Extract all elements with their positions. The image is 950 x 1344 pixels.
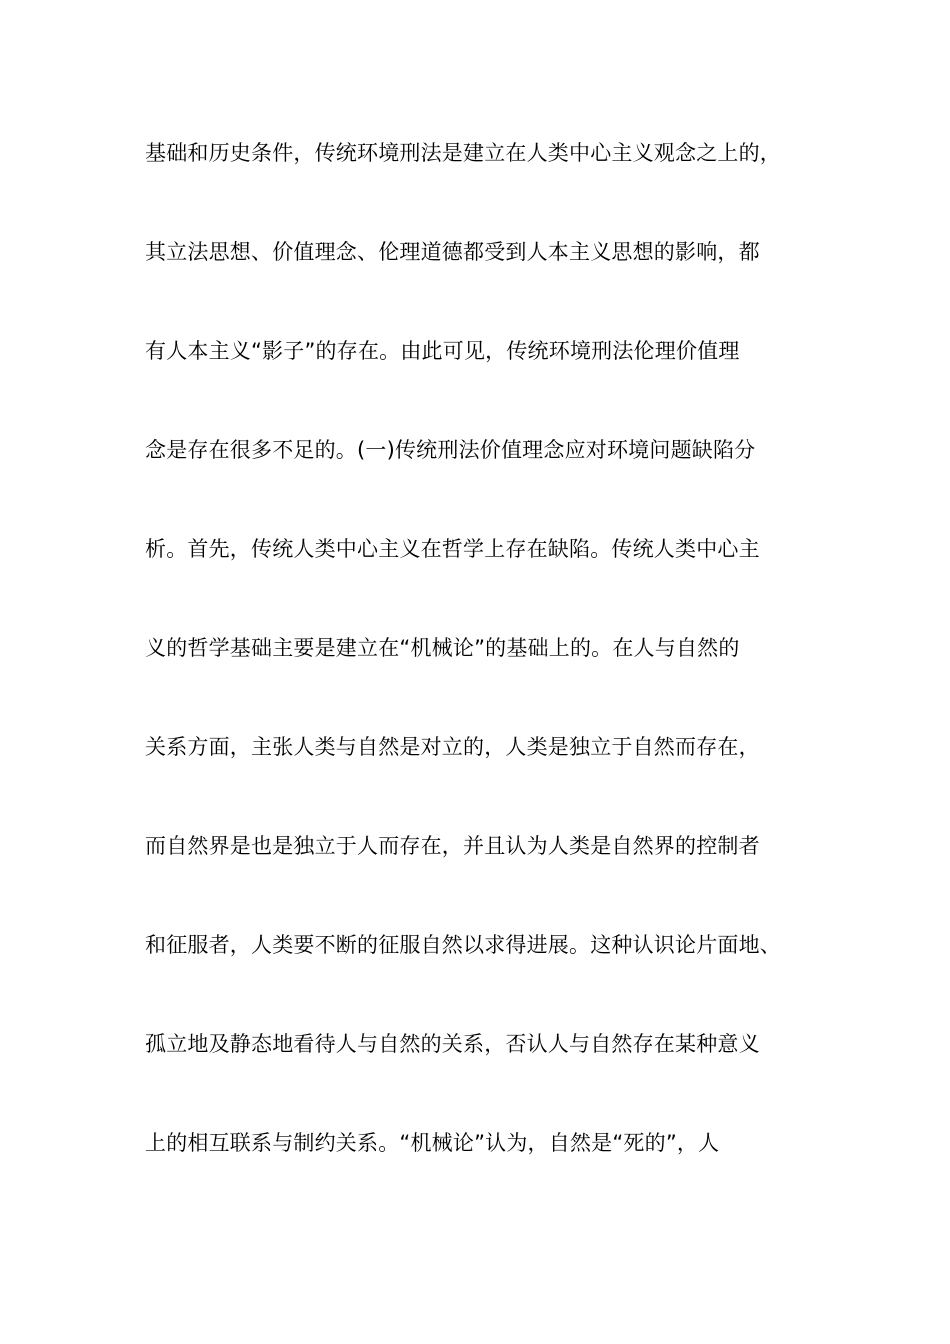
text-line: 孤立地及静态地看待人与自然的关系，否认人与自然存在某种意义 (145, 1032, 760, 1056)
text-line: 义的哲学基础主要是建立在“机械论”的基础上的。在人与自然的 (145, 636, 740, 660)
text-line: 关系方面，主张人类与自然是对立的，人类是独立于自然而存在， (145, 735, 760, 759)
text-line: 析。首先，传统人类中心主义在哲学上存在缺陷。传统人类中心主 (145, 537, 760, 561)
text-line: 基础和历史条件，传统环境刑法是建立在人类中心主义观念之上的， (145, 141, 781, 165)
text-line: 有人本主义“影子”的存在。由此可见，传统环境刑法伦理价值理 (145, 339, 740, 363)
text-line: 和征服者，人类要不断的征服自然以求得进展。这种认识论片面地、 (145, 933, 781, 957)
text-line: 其立法思想、价值理念、伦理道德都受到人本主义思想的影响，都 (145, 240, 760, 264)
text-line: 而自然界是也是独立于人而存在，并且认为人类是自然界的控制者 (145, 834, 760, 858)
text-line: 上的相互联系与制约关系。“机械论”认为，自然是“死的”，人 (145, 1131, 720, 1155)
body-text (145, 131, 845, 1220)
text-line: 念是存在很多不足的。(一)传统刑法价值理念应对环境问题缺陷分 (145, 438, 756, 462)
